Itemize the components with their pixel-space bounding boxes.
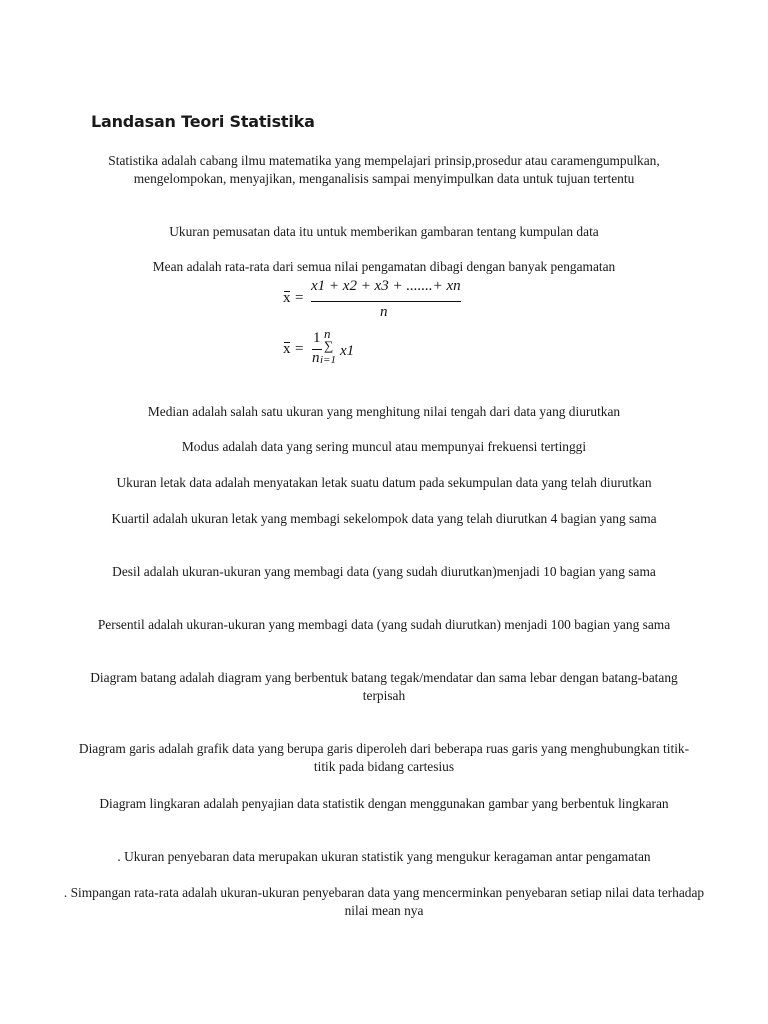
mean-denominator: n [380, 304, 388, 320]
fraction-one: 1 [313, 330, 321, 346]
paragraph-persentil: Persentil adalah ukuran-ukuran yang membagi data (yang sudah diurutkan) menjadi 100 bagian yang sama [97, 617, 671, 632]
paragraph-ukuran-letak: Ukuran letak data adalah menyatakan letak suatu datum pada sekumpulan data yang telah diurutkan [116, 475, 652, 490]
document-title: Landasan Teori Statistika [91, 112, 315, 131]
sigma-upper-limit: n [324, 326, 331, 341]
paragraph-ukuran-pemusatan: Ukuran pemusatan data itu untuk memberikan gambaran tentang kumpulan data [169, 224, 599, 239]
paragraph-desil: Desil adalah ukuran-ukuran yang membagi data (yang sudah diurutkan)menjadi 10 bagian yang sama [112, 564, 656, 579]
sigma-term: x1 [340, 343, 355, 359]
sigma-lower-limit: i=1 [320, 354, 336, 366]
paragraph-diagram-garis: Diagram garis adalah grafik data yang berupa garis diperoleh dari beberapa ruas garis yang menghubungkan titik-titik pada bidang cartesius [78, 741, 690, 774]
paragraph-statistika: Statistika adalah cabang ilmu matematika yang mempelajari prinsip,prosedur atau caramengumpulkan, mengelompokan, menyajikan, menganalisis sampai menyimpulkan data untuk tujuan tertentu [108, 153, 660, 186]
mean-equals-2: = [295, 341, 304, 357]
paragraph-modus: Modus adalah data yang sering muncul atau mempunyai frekuensi tertinggi [181, 439, 587, 454]
sigma-symbol: ∑ [324, 338, 334, 353]
fraction-n: n [312, 350, 320, 366]
mean-equals: = [295, 290, 304, 306]
mean-sigma-formula [283, 326, 403, 375]
paragraph-median: Median adalah salah satu ukuran yang menghitung nilai tengah dari data yang diurutkan [147, 404, 621, 419]
paragraph-kuartil: Kuartil adalah ukuran letak yang membagi sekelompok data yang telah diurutkan 4 bagian yang sama [111, 511, 657, 526]
paragraph-ukuran-penyebaran: . Ukuran penyebaran data merupakan ukuran statistik yang mengukur keragaman antar pengamatan [117, 849, 651, 864]
mean-formula [283, 280, 473, 325]
paragraph-mean: Mean adalah rata-rata dari semua nilai pengamatan dibagi dengan banyak pengamatan [152, 259, 616, 274]
paragraph-diagram-lingkaran: Diagram lingkaran adalah penyajian data statistik dengan menggunakan gambar yang berbentuk lingkaran [99, 796, 669, 811]
mean-numerator: x1 + x2 + x3 + .......+ xn [311, 278, 461, 294]
paragraph-diagram-batang: Diagram batang adalah diagram yang berbentuk batang tegak/mendatar dan sama lebar dengan batang-batang terpisah [90, 670, 678, 703]
mean-symbol-2: x [283, 341, 291, 357]
mean-symbol: x [283, 290, 291, 306]
fraction-bar [311, 301, 461, 302]
paragraph-simpangan: . Simpangan rata-rata adalah ukuran-ukuran penyebaran data yang mencerminkan penyebaran setiap nilai data terhadap nilai mean nya [63, 885, 705, 918]
